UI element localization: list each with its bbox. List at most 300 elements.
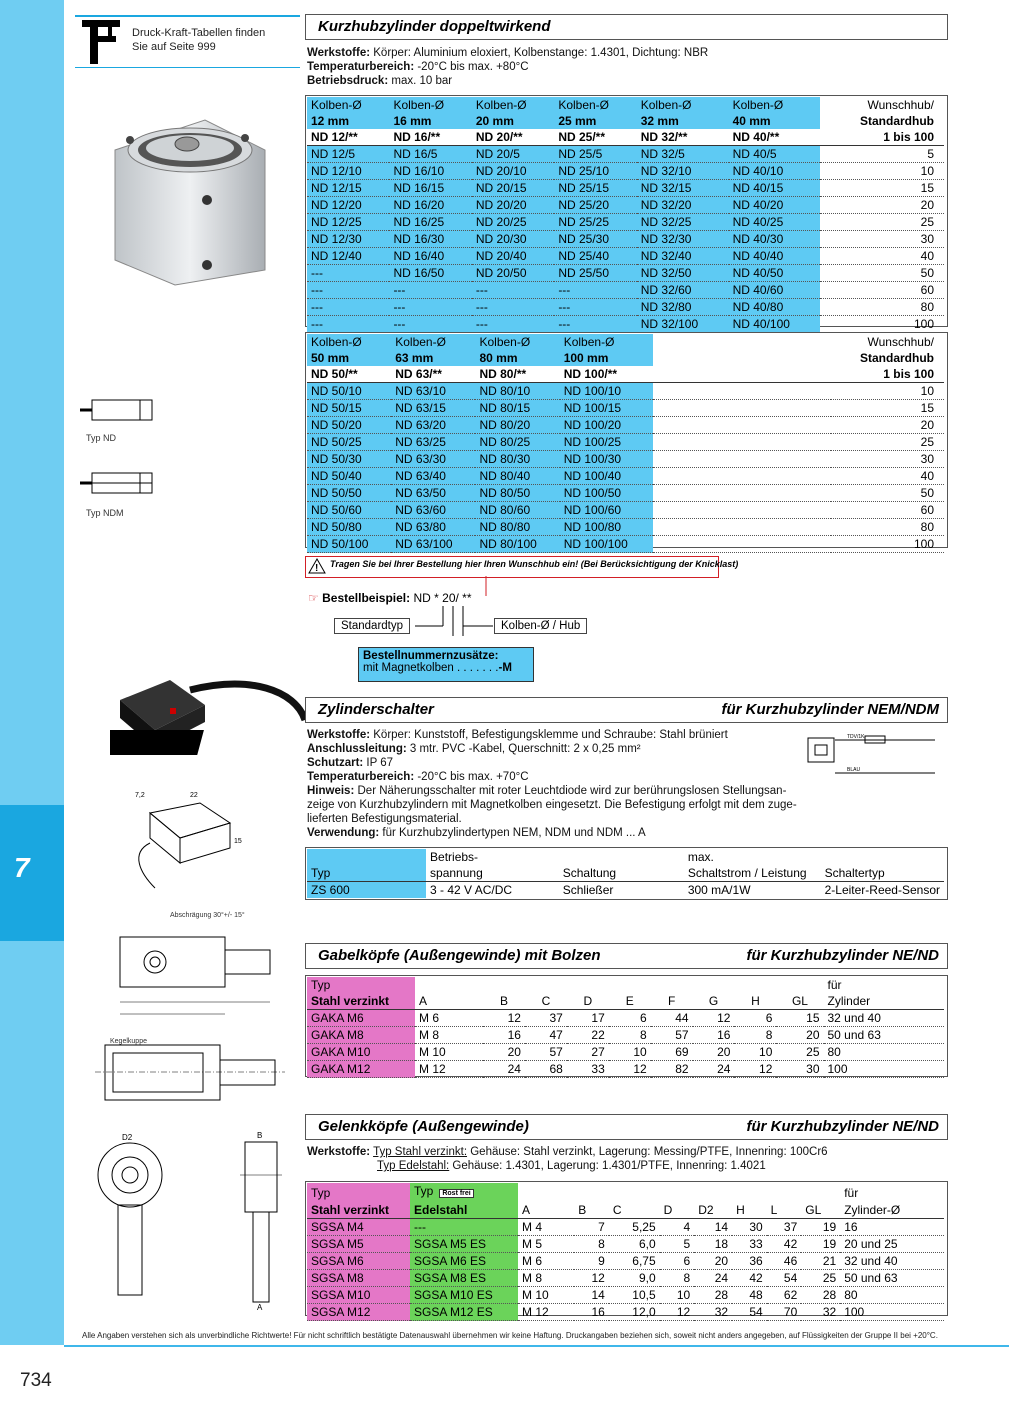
table-cell: M 4 (518, 1219, 574, 1236)
table-cell: 60 (831, 502, 944, 519)
table-cell: --- (389, 299, 471, 316)
table-cell: --- (307, 265, 389, 282)
table-cell: ND 20/15 (472, 180, 554, 197)
table-cell: ND 32/25 (637, 214, 729, 231)
table-cell: 15 (831, 400, 944, 417)
table-cell: ND 80/30 (475, 451, 559, 468)
table-cell: ND 25/10 (554, 163, 636, 180)
table-cell: 30 (732, 1219, 767, 1236)
table-cell: A (518, 1202, 574, 1219)
footer-line (64, 1345, 1009, 1347)
table-cell: 8 (660, 1270, 695, 1287)
table-cell: 100 mm (560, 350, 653, 366)
table-cell: 300 mA/1W (687, 883, 751, 897)
table-cell: ND 25/40 (554, 248, 636, 265)
table-cell: ND 50/50 (307, 485, 391, 502)
table-cell (609, 1183, 660, 1202)
table-cell: 80 (840, 1287, 944, 1304)
table-cell: ND 25/5 (554, 146, 636, 163)
table-row (307, 417, 944, 434)
table-cell: 80 mm (475, 350, 559, 366)
table-cell: 32 und 40 (824, 1010, 945, 1027)
table-cell: 19 (801, 1236, 840, 1253)
table-cell: 1 bis 100 (831, 366, 944, 383)
table-cell: 100 (824, 1061, 945, 1078)
table-header-row (307, 350, 944, 366)
table-cell: 32 und 40 (840, 1253, 944, 1270)
table-cell: ND 63/15 (391, 400, 475, 417)
table-cell: 30 (831, 451, 944, 468)
table-cell: ND 63/100 (391, 536, 475, 553)
table-cell: 6 (660, 1253, 695, 1270)
table-cell: ND 100/80 (560, 519, 653, 536)
table-cell: ND 63/30 (391, 451, 475, 468)
table-cell: 20 (831, 417, 944, 434)
typ-nd-drawing (80, 395, 160, 425)
table-cell: SGSA M10 (307, 1287, 410, 1304)
caliper-icon (80, 18, 126, 68)
table-row (307, 316, 944, 333)
table-cell: Kolben-Ø (729, 97, 821, 113)
table-header-row (307, 849, 944, 865)
table-header-row (307, 334, 944, 350)
table-cell: 14 (574, 1287, 609, 1304)
table-cell: ND 40/** (729, 129, 821, 146)
table-cell: 2-Leiter-Reed-Sensor (824, 883, 940, 897)
table-cell: 24 (693, 1061, 735, 1078)
clevis-drawing-side (75, 1035, 300, 1115)
table-cell (609, 977, 651, 993)
table-cell: ND 40/60 (729, 282, 821, 299)
table-cell: SGSA M8 (307, 1270, 410, 1287)
section-title-gabelkoepfe: Gabelköpfe (Außengewinde) mit Bolzen für Kurzhubzylinder NE/ND (305, 943, 948, 969)
table-cell: ND 63/10 (391, 383, 475, 400)
table-cell: Zylinder (824, 993, 945, 1010)
table-cell: 9 (574, 1253, 609, 1270)
table-cell: für (844, 1185, 859, 1200)
table-cell: 32 mm (637, 113, 729, 129)
dim-15: 15 (234, 838, 242, 845)
table-cell: 22 (567, 1027, 609, 1044)
table-cell: ND 25/50 (554, 265, 636, 282)
table-cell: 6 (609, 1010, 651, 1027)
table-cell (651, 977, 693, 993)
table-cell: ND 100/60 (560, 502, 653, 519)
rostfrei-badge: Rost frei (439, 1189, 473, 1198)
table-cell: 32 (694, 1304, 732, 1321)
table-cell: 28 (801, 1287, 840, 1304)
table-cell: ND 63/60 (391, 502, 475, 519)
table-cell: ND 40/10 (729, 163, 821, 180)
table-cell: 30 (776, 1061, 823, 1078)
hint-text: Druck-Kraft-Tabellen finden Sie auf Seite 999 (132, 27, 266, 53)
table-cell: 10 (820, 163, 944, 180)
table-cell: ND 50/10 (307, 383, 391, 400)
table-cell: ND 32/20 (637, 197, 729, 214)
table-cell: 5,25 (609, 1219, 660, 1236)
table-cell: 8 (734, 1027, 776, 1044)
table-cell: 12 (734, 1061, 776, 1078)
table-cell: 82 (651, 1061, 693, 1078)
table-cell: A (415, 993, 483, 1010)
switch-image (110, 670, 305, 770)
table-cell: 20 (693, 1044, 735, 1061)
table-cell: ND 16/** (389, 129, 471, 146)
table-row (307, 1287, 944, 1304)
table-cell: ND 50/30 (307, 451, 391, 468)
table-cell: ND 80/20 (475, 417, 559, 434)
table-cell: 24 (694, 1270, 732, 1287)
s4-info: Werkstoffe: Typ Stahl verzinkt: Gehäuse: Stahl verzinkt, Lagerung: Messing/PTFE, Innenring: 100Cr6 Typ Edelstahl: Gehäuse: 1.4301, Lagerung: 1.4301/PTFE, Innenring: 1.4021 (307, 1146, 828, 1172)
s2-info-line: Verwendung: für Kurzhubzylindertypen NEM, NDM und NDM ... A (307, 827, 646, 839)
table-header-row (307, 1183, 944, 1202)
table-cell: ND 63/** (391, 366, 475, 383)
table-cell: 48 (732, 1287, 767, 1304)
table-cell: 12 (693, 1010, 735, 1027)
table-cell: ND 100/10 (560, 383, 653, 400)
table-cell: 25 (801, 1270, 840, 1287)
typ-ndm-label: Typ NDM (86, 508, 124, 518)
table-row (307, 882, 944, 899)
table-cell: ND 100/20 (560, 417, 653, 434)
table-row (307, 502, 944, 519)
table-cell: ND 20/10 (472, 163, 554, 180)
table-cell: ND 50/20 (307, 417, 391, 434)
table-cell: ND 25/** (554, 129, 636, 146)
table-cell: 50 (820, 265, 944, 282)
table-header-row (307, 993, 944, 1010)
table-cell: GAKA M6 (307, 1010, 415, 1027)
table-cell: 16 (574, 1304, 609, 1321)
table-cell: 42 (732, 1270, 767, 1287)
s2-info-line: Hinweis: Der Näherungsschalter mit roter Leuchtdiode wird zur berührungslosen Stellungsan- (307, 785, 787, 797)
table-cell: 46 (767, 1253, 802, 1270)
table-cell: M 10 (415, 1044, 483, 1061)
clevis-drawing-top (100, 922, 285, 1027)
table-cell: ND 63/80 (391, 519, 475, 536)
dim-72: 7,2 (135, 792, 145, 799)
draw-label: Abschrägung 30°+/- 15° (170, 912, 245, 919)
table-cell: Kolben-Ø (472, 97, 554, 113)
table-cell: 10,5 (609, 1287, 660, 1304)
table-cell: 50 (831, 485, 944, 502)
table-cell (801, 1183, 840, 1202)
table-cell: 10 (609, 1044, 651, 1061)
s2-info-line: lieferten Befestigungsmaterial. (307, 813, 462, 825)
svg-text:B: B (257, 1131, 263, 1140)
table-cell: E (609, 993, 651, 1010)
table-cell: 80 (831, 519, 944, 536)
table-cell (653, 383, 831, 400)
table-cell: SGSA M8 ES (410, 1270, 518, 1287)
table-cell (653, 519, 831, 536)
table-cell: Stahl verzinkt (307, 1202, 410, 1219)
table-cell: ND 25/30 (554, 231, 636, 248)
table-cell: ND 16/40 (389, 248, 471, 265)
table-cell: max. (687, 850, 714, 864)
table-cell: 54 (732, 1304, 767, 1321)
table-row (307, 214, 944, 231)
table-cell: 12 (609, 1061, 651, 1078)
switch-dimension-drawing (120, 783, 250, 893)
table-header-row (307, 865, 944, 882)
table-cell: ND 32/50 (637, 265, 729, 282)
table-header-row (307, 129, 944, 146)
table-cell: Schließer (562, 883, 614, 897)
table-cell: G (693, 993, 735, 1010)
table-cell: Kolben-Ø (307, 97, 389, 113)
table-row (307, 1027, 944, 1044)
table-row (307, 383, 944, 400)
table-cell: ND 40/20 (729, 197, 821, 214)
table-cell: ND 100/30 (560, 451, 653, 468)
table-cell: 50 und 63 (840, 1270, 944, 1287)
table-cell: 100 (820, 316, 944, 333)
table-cell: 17 (567, 1010, 609, 1027)
table-row (307, 1044, 944, 1061)
table-cell: B (574, 1202, 609, 1219)
table-cell: ND 12/20 (307, 197, 389, 214)
order-lines (405, 576, 505, 636)
table-row (307, 180, 944, 197)
table-row (307, 248, 944, 265)
clevis-table (307, 977, 944, 1078)
table-cylinder-small (307, 97, 944, 333)
table-row (307, 197, 944, 214)
table-cell: 80 (824, 1044, 945, 1061)
kegel-label: Kegelkuppe (110, 1038, 147, 1045)
table-cell: 100 (831, 536, 944, 553)
table-cell: SGSA M6 (307, 1253, 410, 1270)
table-cell: D (660, 1202, 695, 1219)
table-cell: ND 32/10 (637, 163, 729, 180)
table-row (307, 519, 944, 536)
table-cell: 25 (820, 214, 944, 231)
table-cell: 57 (651, 1027, 693, 1044)
table-cell: 8 (574, 1236, 609, 1253)
table-cell: ND 40/80 (729, 299, 821, 316)
table-cell: M 10 (518, 1287, 574, 1304)
table-row (307, 146, 944, 163)
table-cell: D2 (694, 1202, 732, 1219)
table-cell: 12 (483, 1010, 525, 1027)
table-cell: 15 (820, 180, 944, 197)
table-cell: SGSA M5 ES (410, 1236, 518, 1253)
table-cell: 20 (694, 1253, 732, 1270)
table-cell: ND 100/50 (560, 485, 653, 502)
table-cell: SGSA M5 (307, 1236, 410, 1253)
table-cell: 50 und 63 (824, 1027, 945, 1044)
cylinder-image (95, 110, 275, 290)
table-cell: 32 (801, 1304, 840, 1321)
table-cylinder-large (307, 334, 944, 553)
table-cell: ND 20/50 (472, 265, 554, 282)
table-cell: ND 20/25 (472, 214, 554, 231)
s2-info-line: Schutzart: IP 67 (307, 757, 394, 769)
table-cell: ND 16/20 (389, 197, 471, 214)
table-cell: 69 (651, 1044, 693, 1061)
table-cell: ND 12/10 (307, 163, 389, 180)
table-cell (653, 350, 831, 366)
table-cell: 24 (483, 1061, 525, 1078)
table-cell (653, 366, 831, 383)
table-cell: ND 32/5 (637, 146, 729, 163)
table-cell (693, 977, 735, 993)
table-cell: ND 50/15 (307, 400, 391, 417)
table-cell: --- (554, 316, 636, 333)
table-cell: ND 12/** (307, 129, 389, 146)
table-cell: --- (307, 316, 389, 333)
table-cell: --- (307, 299, 389, 316)
table-cell (776, 977, 823, 993)
table-cell: M 12 (518, 1304, 574, 1321)
table-cell: ND 50/40 (307, 468, 391, 485)
table-cell: 20 (776, 1027, 823, 1044)
table-cell: 12 (574, 1270, 609, 1287)
table-cell: 25 mm (554, 113, 636, 129)
table-cell: --- (472, 299, 554, 316)
table-row (307, 1304, 944, 1321)
circuit-symbol (805, 733, 945, 783)
table-cell: 42 (767, 1236, 802, 1253)
table-cell: ND 16/5 (389, 146, 471, 163)
table-cell: Kolben-Ø (475, 334, 559, 350)
table-cell: 6,75 (609, 1253, 660, 1270)
table-cell: ND 20/** (472, 129, 554, 146)
table-cell: ND 80/15 (475, 400, 559, 417)
table-cell: ND 32/40 (637, 248, 729, 265)
table-cell: 20 mm (472, 113, 554, 129)
table-cell: --- (472, 282, 554, 299)
switch-table (307, 849, 944, 898)
table-cell (653, 400, 831, 417)
table-cell: 68 (525, 1061, 567, 1078)
table-cell: 33 (732, 1236, 767, 1253)
table-row (307, 1236, 944, 1253)
table-cell: --- (307, 282, 389, 299)
table-cell (653, 468, 831, 485)
kolben-hub-box: Kolben-Ø / Hub (494, 618, 587, 634)
table-cell: ND 16/15 (389, 180, 471, 197)
table-cell (821, 849, 944, 865)
rod-end-drawing (85, 1130, 300, 1315)
table-cell: ND 100/** (560, 366, 653, 383)
rod-end-table (307, 1183, 944, 1321)
table-cell: ND 80/25 (475, 434, 559, 451)
table-cell: 10 (734, 1044, 776, 1061)
table-cell (653, 485, 831, 502)
table-cell: ND 25/25 (554, 214, 636, 231)
svg-text:TDV/1K: TDV/1K (847, 734, 865, 740)
zusatz-box: Bestellnummernzusätze: mit Magnetkolben . . . . . . .-M (358, 647, 534, 682)
table-cell: 37 (525, 1010, 567, 1027)
table-cell: Kolben-Ø (554, 97, 636, 113)
table-cell: ND 80/100 (475, 536, 559, 553)
table-cell: 16 mm (389, 113, 471, 129)
table-cell (567, 977, 609, 993)
table-cell: 54 (767, 1270, 802, 1287)
table-row (307, 485, 944, 502)
table-cell: --- (389, 316, 471, 333)
table-cell: ND 63/50 (391, 485, 475, 502)
table-cell: 3 - 42 V AC/DC (430, 883, 513, 897)
table-cell: ND 63/40 (391, 468, 475, 485)
table-cell: ND 32/100 (637, 316, 729, 333)
table-cell: M 8 (415, 1027, 483, 1044)
table-cell: ND 50/60 (307, 502, 391, 519)
table-cell: ND 80/40 (475, 468, 559, 485)
table-cell: ND 20/5 (472, 146, 554, 163)
table-cell: 37 (767, 1219, 802, 1236)
table-cell: 47 (525, 1027, 567, 1044)
table-cell (525, 977, 567, 993)
s1-info: Werkstoffe: Körper: Aluminium eloxiert, Kolbenstange: 1.4301, Dichtung: NBR Temperaturbereich: -20°C bis max. +80°C Betriebsdruck: max. 10 bar (307, 47, 709, 87)
table-cell (660, 1183, 695, 1202)
table-cell: Schaltung (559, 865, 684, 882)
table-cell: ND 32/15 (637, 180, 729, 197)
table-cell: ND 100/100 (560, 536, 653, 553)
table-cell: L (767, 1202, 802, 1219)
table-cell: ND 25/20 (554, 197, 636, 214)
table-cell (574, 1183, 609, 1202)
table-cell: 5 (660, 1236, 695, 1253)
table-row (307, 265, 944, 282)
table-cell: GAKA M12 (307, 1061, 415, 1078)
table-cell: GL (801, 1202, 840, 1219)
table-cell: Wunschhub/ (867, 335, 934, 349)
table-cell (653, 502, 831, 519)
svg-text:D2: D2 (122, 1133, 133, 1142)
table-cell: 5 (820, 146, 944, 163)
table-header-row (307, 1202, 944, 1219)
table-cell: 70 (767, 1304, 802, 1321)
table-row (307, 299, 944, 316)
table-cell: 40 mm (729, 113, 821, 129)
table-cell: ND 25/15 (554, 180, 636, 197)
table-cell: 21 (801, 1253, 840, 1270)
table-cell: 20 (820, 197, 944, 214)
table-cell: ND 50/25 (307, 434, 391, 451)
svg-text:!: ! (315, 563, 319, 574)
table-cell: F (651, 993, 693, 1010)
table-cell: ND 50/100 (307, 536, 391, 553)
table-row (307, 1253, 944, 1270)
chapter-tab[interactable] (0, 805, 64, 941)
table-cell: ND 100/15 (560, 400, 653, 417)
table-row (307, 1219, 944, 1236)
table-cell: M 6 (518, 1253, 574, 1270)
table-cell: M 8 (518, 1270, 574, 1287)
table-cell: 8 (609, 1027, 651, 1044)
table-cell: 1 bis 100 (820, 129, 944, 146)
table-cell: SGSA M12 ES (410, 1304, 518, 1321)
section-title-kurzhub: Kurzhubzylinder doppeltwirkend (305, 14, 948, 40)
table-header-row (307, 113, 944, 129)
section-title-gelenkkoepfe: Gelenkköpfe (Außengewinde) für Kurzhubzylinder NE/ND (305, 1114, 948, 1140)
table-cell: für (827, 978, 842, 992)
table-cell: 10 (660, 1287, 695, 1304)
dim-22: 22 (190, 792, 198, 799)
table-cell: 57 (525, 1044, 567, 1061)
table-cell: ND 16/50 (389, 265, 471, 282)
table-cell (415, 977, 483, 993)
table-cell: 7 (574, 1219, 609, 1236)
table-cell: SGSA M6 ES (410, 1253, 518, 1270)
s2-info-line: Temperaturbereich: -20°C bis max. +70°C (307, 771, 529, 783)
table-cell: ND 40/100 (729, 316, 821, 333)
table-cell: SGSA M12 (307, 1304, 410, 1321)
table-cell (653, 536, 831, 553)
